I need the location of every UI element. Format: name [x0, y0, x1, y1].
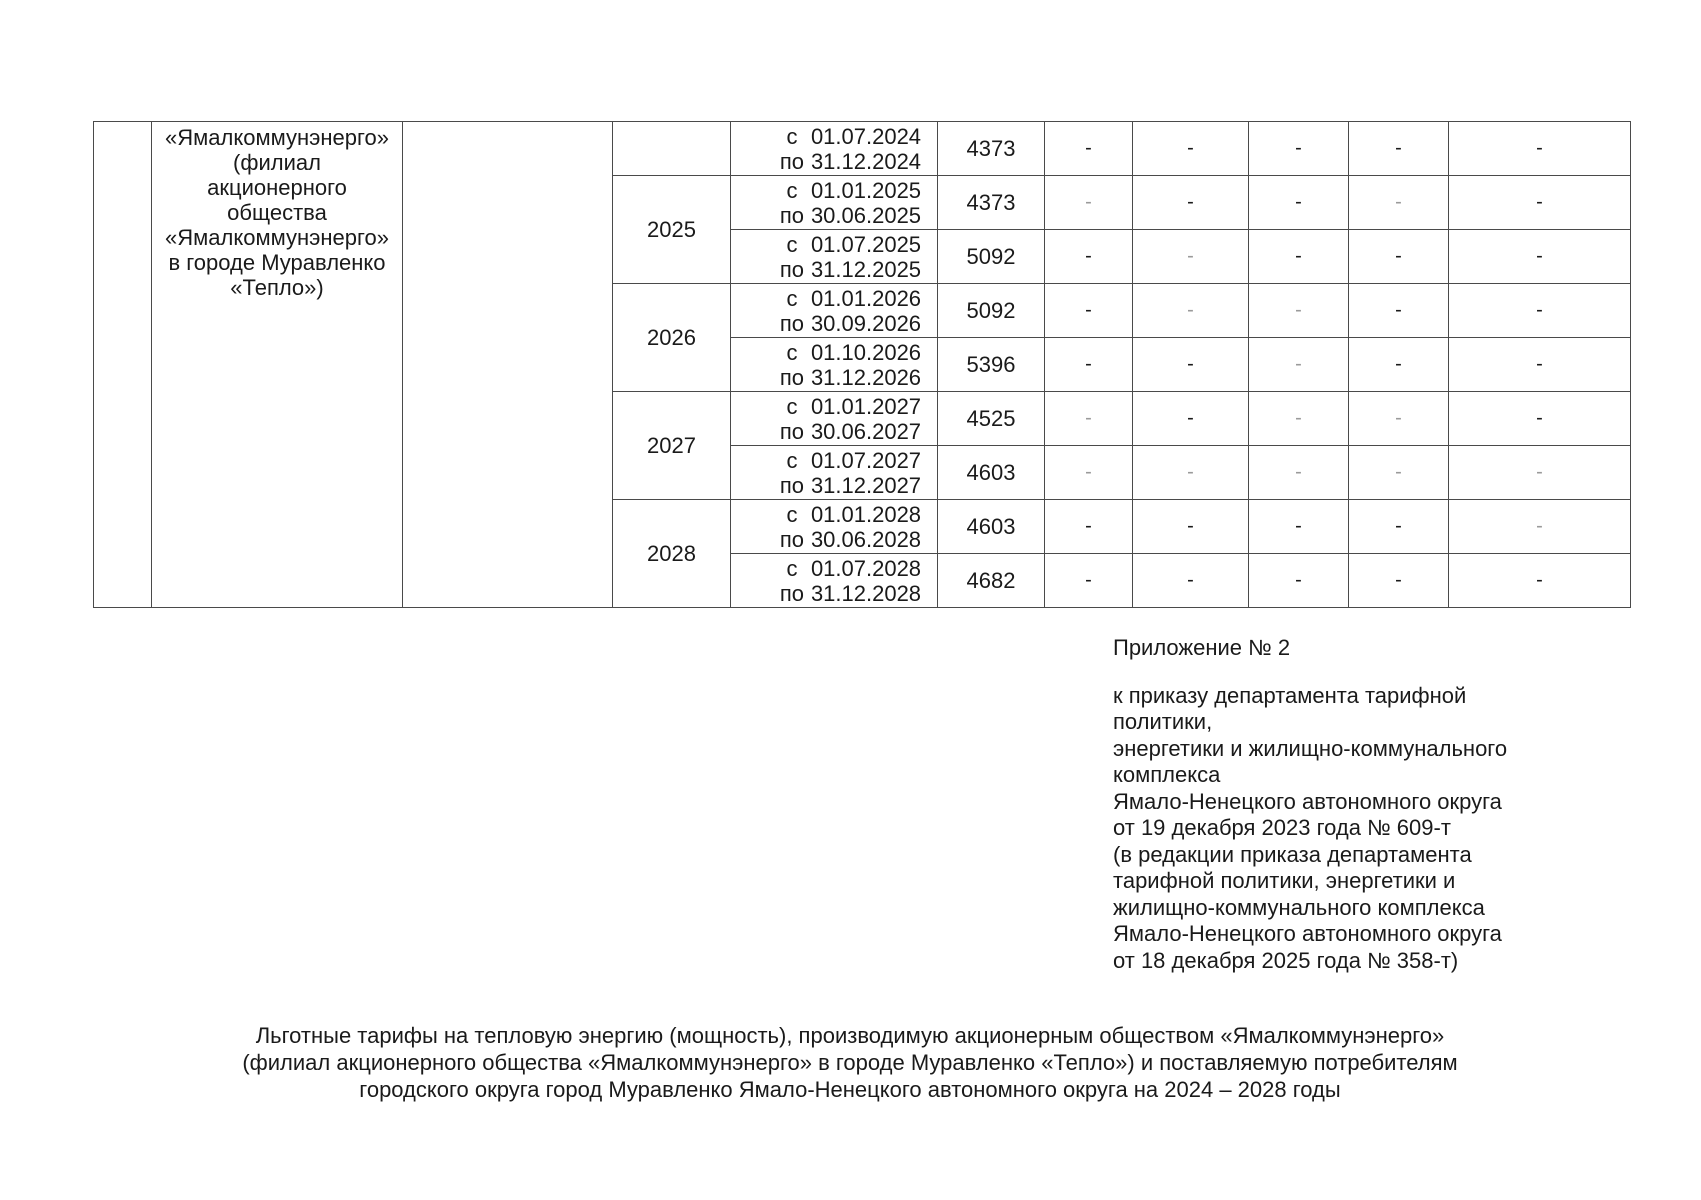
period-from-prefix: с: [786, 231, 798, 257]
period-to-prefix: по: [779, 256, 805, 282]
period-from-prefix: с: [786, 447, 798, 473]
year-cell: [613, 122, 731, 176]
dash-cell: -: [1449, 230, 1631, 284]
annex-line: энергетики и жилищно-коммунального: [1113, 735, 1508, 761]
tariff-value-cell: 4603: [938, 446, 1045, 500]
dash-cell: -: [1449, 392, 1631, 446]
dash-cell: -: [1045, 176, 1133, 230]
period-cell: [731, 122, 938, 176]
dash-cell: -: [1349, 230, 1449, 284]
period-to-date: 31.12.2026: [810, 364, 922, 390]
period-to-prefix: по: [779, 526, 805, 552]
year-cell: 2027: [613, 392, 731, 500]
year-cell: 2028: [613, 500, 731, 608]
dash-cell: -: [1133, 392, 1249, 446]
dash-cell: -: [1045, 338, 1133, 392]
dash-cell: -: [1045, 122, 1133, 176]
dash-cell: -: [1449, 176, 1631, 230]
annex-number: Приложение № 2: [1113, 635, 1291, 660]
table-row: [94, 122, 1631, 176]
dash-cell: -: [1249, 284, 1349, 338]
period-cell: [731, 284, 938, 338]
dash-cell: -: [1449, 500, 1631, 554]
period-from-date: 01.01.2027: [810, 393, 922, 419]
dash-cell: -: [1349, 392, 1449, 446]
dash-cell: -: [1249, 122, 1349, 176]
organization-line: «Ямалкоммунэнерго»: [165, 125, 389, 150]
year-cell: 2026: [613, 284, 731, 392]
period-cell: [731, 338, 938, 392]
period-cell: [731, 230, 938, 284]
dash-cell: -: [1249, 554, 1349, 608]
dash-cell: -: [1249, 230, 1349, 284]
dash-cell: -: [1045, 554, 1133, 608]
tariff-value-cell: 4682: [938, 554, 1045, 608]
period-to-prefix: по: [779, 202, 805, 228]
dash-cell: -: [1045, 392, 1133, 446]
period-cell: [731, 554, 938, 608]
dash-cell: -: [1249, 500, 1349, 554]
dash-cell: -: [1349, 500, 1449, 554]
dash-cell: -: [1449, 446, 1631, 500]
annex-line: от 18 декабря 2025 года № 358-т): [1113, 947, 1459, 973]
annex-line: тарифной политики, энергетики и: [1113, 868, 1456, 893]
annex-line: комплекса: [1113, 762, 1221, 787]
period-from-date: 01.07.2027: [810, 447, 922, 473]
tariff-value-cell: 4525: [938, 392, 1045, 446]
title-line: Льготные тарифы на тепловую энергию (мощность), производимую акционерным обществом «Ямалкоммунэнерго»: [255, 1023, 1445, 1048]
dash-cell: -: [1349, 554, 1449, 608]
period-from-date: 01.10.2026: [810, 339, 922, 365]
tariff-value-cell: 4373: [938, 122, 1045, 176]
period-from-prefix: с: [786, 123, 798, 149]
table-cell-number: [94, 122, 152, 608]
organization-line: в городе Муравленко: [168, 250, 386, 275]
period-from-prefix: с: [786, 501, 798, 527]
title-line: городского округа город Муравленко Ямало-Ненецкого автономного округа на 2024 – 2028 годы: [359, 1077, 1341, 1102]
period-from-prefix: с: [786, 177, 798, 203]
period-cell: [731, 392, 938, 446]
period-cell: [731, 446, 938, 500]
annex-line: Ямало-Ненецкого автономного округа: [1113, 921, 1502, 946]
tariff-value-cell: 4373: [938, 176, 1045, 230]
tariff-value-cell: 5092: [938, 284, 1045, 338]
tariff-table: [93, 121, 1631, 608]
period-from-date: 01.07.2024: [810, 123, 922, 149]
period-from-prefix: с: [786, 339, 798, 365]
period-from-date: 01.07.2025: [810, 231, 922, 257]
period-from-date: 01.07.2028: [810, 555, 922, 581]
annex-line: жилищно-коммунального комплекса: [1113, 894, 1485, 920]
period-to-date: 30.06.2027: [810, 418, 922, 444]
organization-line: (филиал: [233, 150, 321, 175]
period-to-date: 31.12.2027: [810, 472, 922, 498]
dash-cell: -: [1133, 176, 1249, 230]
period-from-prefix: с: [786, 285, 798, 311]
dash-cell: -: [1349, 446, 1449, 500]
period-to-date: 31.12.2028: [810, 580, 922, 606]
dash-cell: -: [1249, 338, 1349, 392]
period-to-date: 30.09.2026: [810, 310, 922, 336]
organization-cell: [152, 122, 403, 608]
dash-cell: -: [1045, 230, 1133, 284]
period-to-date: 30.06.2025: [810, 202, 922, 228]
annex-line: Ямало-Ненецкого автономного округа: [1113, 788, 1502, 814]
title-line: (филиал акционерного общества «Ямалкоммунэнерго» в городе Муравленко «Тепло») и поставляемую потребителям: [242, 1050, 1458, 1075]
period-from-date: 01.01.2025: [810, 177, 922, 203]
dash-cell: -: [1449, 554, 1631, 608]
dash-cell: -: [1133, 500, 1249, 554]
table-cell-empty: [403, 122, 613, 608]
dash-cell: -: [1133, 338, 1249, 392]
dash-cell: -: [1133, 122, 1249, 176]
period-from-prefix: с: [786, 393, 798, 419]
period-to-date: 31.12.2024: [810, 148, 922, 174]
period-to-prefix: по: [779, 148, 805, 174]
annex-line: политики,: [1113, 709, 1213, 734]
period-to-prefix: по: [779, 310, 805, 336]
dash-cell: -: [1349, 338, 1449, 392]
dash-cell: -: [1349, 176, 1449, 230]
period-from-prefix: с: [786, 555, 798, 581]
dash-cell: -: [1045, 500, 1133, 554]
period-to-prefix: по: [779, 418, 805, 444]
period-cell: [731, 176, 938, 230]
dash-cell: -: [1449, 122, 1631, 176]
dash-cell: -: [1045, 284, 1133, 338]
year-cell: 2025: [613, 176, 731, 284]
period-to-date: 30.06.2028: [810, 526, 922, 552]
annex-line: от 19 декабря 2023 года № 609-т: [1113, 815, 1451, 840]
dash-cell: -: [1449, 338, 1631, 392]
dash-cell: -: [1133, 554, 1249, 608]
tariff-value-cell: 4603: [938, 500, 1045, 554]
annex-block: [1113, 635, 1583, 974]
dash-cell: -: [1449, 284, 1631, 338]
period-to-prefix: по: [779, 364, 805, 390]
period-from-date: 01.01.2028: [810, 501, 922, 527]
organization-line: акционерного: [207, 175, 347, 200]
organization-line: «Ямалкоммунэнерго»: [165, 225, 389, 250]
period-cell: [731, 500, 938, 554]
dash-cell: -: [1249, 446, 1349, 500]
dash-cell: -: [1249, 392, 1349, 446]
dash-cell: -: [1133, 284, 1249, 338]
period-to-prefix: по: [779, 472, 805, 498]
dash-cell: -: [1133, 230, 1249, 284]
tariff-value-cell: 5396: [938, 338, 1045, 392]
dash-cell: -: [1349, 284, 1449, 338]
dash-cell: -: [1133, 446, 1249, 500]
dash-cell: -: [1045, 446, 1133, 500]
tariff-value-cell: 5092: [938, 230, 1045, 284]
organization-line: общества: [227, 200, 327, 225]
period-from-date: 01.01.2026: [810, 285, 922, 311]
dash-cell: -: [1349, 122, 1449, 176]
dash-cell: -: [1249, 176, 1349, 230]
annex-line: к приказу департамента тарифной: [1113, 682, 1467, 708]
organization-line: «Тепло»): [230, 275, 324, 300]
annex-line: (в редакции приказа департамента: [1113, 841, 1472, 867]
document-title: [150, 1022, 1550, 1103]
period-to-prefix: по: [779, 580, 805, 606]
period-to-date: 31.12.2025: [810, 256, 922, 282]
